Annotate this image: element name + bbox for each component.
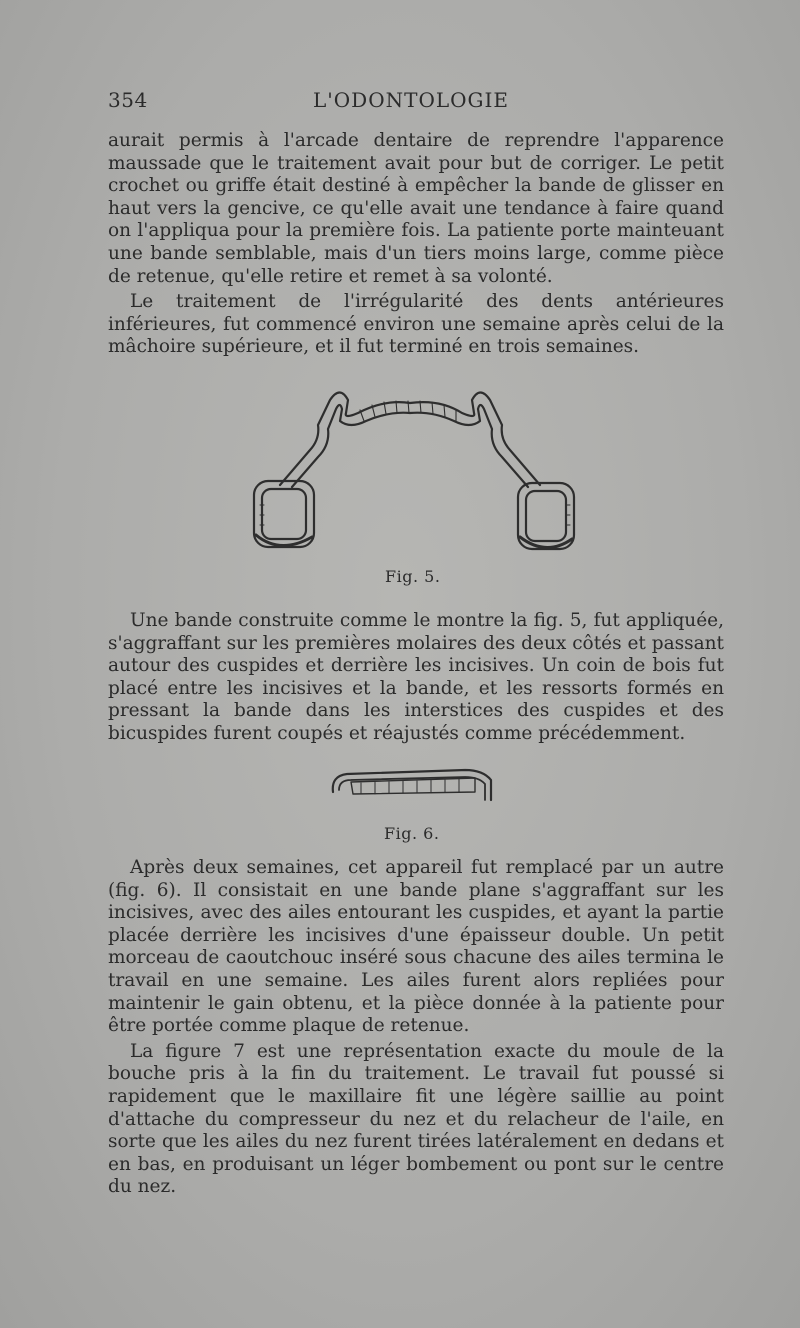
paragraph: aurait permis à l'arcade dentaire de reprendre l'apparence maussade que le traitement avait pour but de corriger. Le petit crochet ou griffe était destiné à empêcher la bande de glisser en haut vers la gencive, ce qu'elle avait une tendance à faire quand on l'appliqua pour la première fois. La patiente porte mainteuant une bande semblable, mais d'un tiers moins large, comme pièce de retenue, qu'elle retire et remet à sa volonté.	[108, 130, 724, 287]
paragraph: Une bande construite comme le montre la fig. 5, fut appliquée, s'aggraffant sur les premières molaires des deux côtés et passant autour des cuspides et derrière les incisives. Un coin de bois fut placé entre les incisives et la bande, et les ressorts formés en pressant la bande dans les interstices des cuspides et des bicuspides furent coupés et réajustés comme précédemment.	[108, 610, 724, 744]
figure-5-caption: Fig. 5.	[385, 567, 441, 586]
text-block-middle	[108, 610, 724, 749]
paragraph: La figure 7 est une représentation exacte du moule de la bouche pris à la fin du traitement. Le travail fut poussé si rapidement que le maxillaire fit une légère saillie au point d'attache du compresseur du nez et du relacheur de l'aile, en sorte que les ailes du nez furent tirées latéralement en dedans et en bas, en produisant un léger bombement ou pont sur le centre du nez.	[108, 1040, 724, 1198]
paragraph: Après deux semaines, cet appareil fut remplacé par un autre (fig. 6). Il consistait en une bande plane s'aggraffant sur les incisives, avec des ailes entourant les cuspides, et ayant la partie placée derrière les incisives d'une épaisseur double. Un petit morceau de caoutchouc inséré sous chacune des ailes termina le travail en une semaine. Les ailes furent alors repliées pour maintenir le gain obtenu, et la pièce donnée à la patiente pour être portée comme plaque de retenue.	[108, 857, 724, 1037]
figure-6-caption: Fig. 6.	[384, 824, 440, 843]
page-number: 354	[108, 88, 148, 112]
running-header	[108, 88, 728, 118]
figure-5-band-illustration	[240, 355, 580, 565]
text-block-top	[108, 130, 724, 362]
text-block-bottom	[108, 857, 724, 1202]
paragraph: Le traitement de l'irrégularité des dents antérieures inférieures, fut commencé environ une semaine après celui de la mâchoire supérieure, et il fut terminé en trois semaines.	[108, 291, 724, 358]
figure-6-band-illustration	[325, 760, 495, 805]
running-title: L'ODONTOLOGIE	[313, 88, 509, 112]
